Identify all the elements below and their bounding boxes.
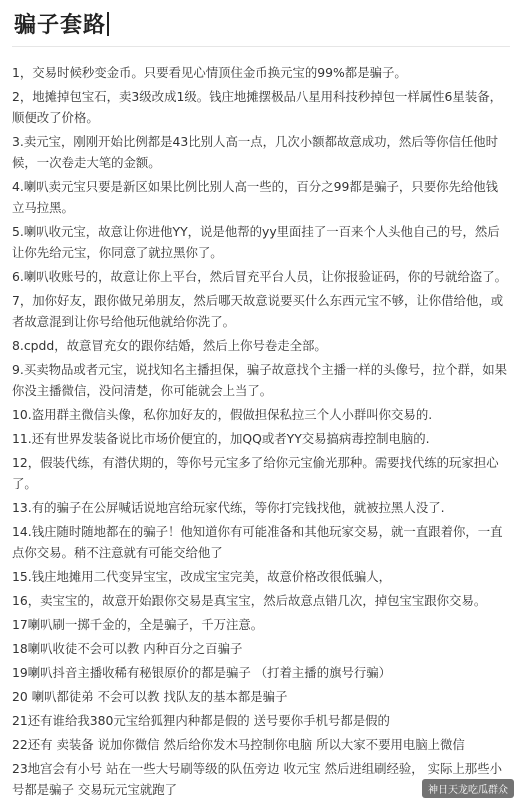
list-item: 4.喇叭卖元宝只要是新区如果比例比别人高一些的，百分之99都是骗子，只要你先给他钱立马拉黑。 [12, 179, 499, 215]
list-item: 23地宫会有小号 站在一些大号刷等级的队伍旁边 收元宝 然后进组刷经验， 实际上那些小号都是骗子 交易玩元宝就跑了 [12, 761, 502, 797]
watermark: 神日天龙吃瓜群众 [422, 779, 514, 798]
list-item: 13.有的骗子在公屏喊话说地宫给玩家代练，等你打完钱找他，就被拉黑人没了. [12, 500, 445, 515]
list-item: 21还有谁给我380元宝给狐狸内种都是假的 送号要你手机号都是假的 [12, 713, 390, 728]
list-item: 22还有 卖装备 说加你微信 然后给你发木马控制你电脑 所以大家不要用电脑上微信 [12, 737, 465, 752]
list-item: 2，地摊掉包宝石，卖3级改成1级。钱庄地摊摆极品八星用科技秒掉包一样属性6星装备，顺便改了价格。 [12, 89, 502, 125]
list-item: 17喇叭刷一掷千金的，全是骗子，千万注意。 [12, 617, 264, 632]
list-item: 7，加你好友，跟你做兄弟朋友，然后哪天故意说要买什么东西元宝不够，让你借给他，或者故意混到让你号给他玩他就给你洗了。 [12, 293, 504, 329]
page-title [14, 8, 109, 39]
list-item: 18喇叭收徒不会可以教 内种百分之百骗子 [12, 641, 243, 656]
list-item: 19喇叭抖音主播收稀有秘银原价的都是骗子 （打着主播的旗号行骗） [12, 665, 392, 680]
text-cursor [107, 12, 109, 36]
list-item: 12，假装代练，有潜伏期的，等你号元宝多了给你元宝偷光那种。需要找代练的玩家担心了。 [12, 455, 499, 491]
list-item: 10.盗用群主微信头像，私你加好友的，假做担保私拉三个人小群叫你交易的. [12, 407, 433, 422]
list-item: 8.cpdd，故意冒充女的跟你结婚，然后上你号卷走全部。 [12, 338, 327, 353]
list-item: 5.喇叭收元宝，故意让你进他YY，说是他帮的yy里面挂了一百来个人头他自己的号，然后让你先给元宝，你同意了就拉黑你了。 [12, 224, 500, 260]
list-item: 6.喇叭收账号的，故意让你上平台，然后冒充平台人员，让你报验证码，你的号就给盗了。 [12, 269, 508, 284]
list-item: 16，卖宝宝的，故意开始跟你交易是真宝宝，然后故意点错几次，掉包宝宝跟你交易。 [12, 593, 487, 608]
list-item: 9.买卖物品或者元宝，说找知名主播担保，骗子故意找个主播一样的头像号，拉个群，如果你没主播微信，没问清楚，你可能就会上当了。 [12, 362, 508, 398]
article-body [12, 62, 510, 803]
title-divider [12, 46, 510, 47]
list-item: 11.还有世界发装备说比市场价便宜的，加QQ或者YY交易搞病毒控制电脑的. [12, 431, 430, 446]
list-item: 3.卖元宝，刚刚开始比例都是43比别人高一点，几次小额都故意成功，然后等你信任他时候，一次卷走大笔的金额。 [12, 134, 499, 170]
list-item: 14.钱庄随时随地都在的骗子！他知道你有可能准备和其他玩家交易，就一直跟着你，一直点你交易。稍不注意就有可能交给他了 [12, 524, 503, 560]
page-title-text: 骗子套路 [14, 13, 107, 38]
list-item: 1，交易时候秒变金币。只要看见心情顶住金币换元宝的99%都是骗子。 [12, 65, 407, 80]
list-item: 15.钱庄地摊用二代变异宝宝，改成宝宝完美，故意价格改很低骗人， [12, 569, 392, 584]
list-item: 20 喇叭都徒弟 不会可以教 找队友的基本都是骗子 [12, 689, 288, 704]
